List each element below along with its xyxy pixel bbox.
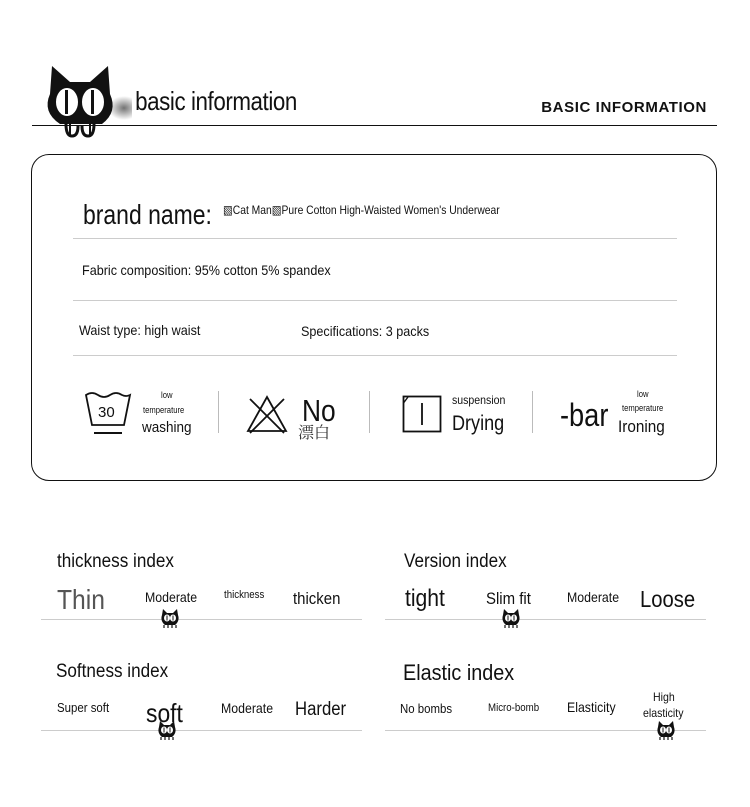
- cat-face-icon: [40, 64, 132, 140]
- bleach-care: [246, 389, 356, 441]
- elastic-option-micro-bomb: Micro-bomb: [488, 702, 540, 714]
- version-option-loose: Loose: [640, 586, 696, 612]
- elastic-option-elasticity: Elasticity: [567, 699, 616, 715]
- iron-care: [560, 389, 700, 441]
- cat-marker-icon: [156, 721, 178, 741]
- elastic-index-title: Elastic index: [403, 660, 515, 685]
- version-index-title: Version index: [404, 551, 507, 572]
- header-divider: [32, 125, 717, 126]
- thickness-option-thicken: thicken: [293, 589, 341, 608]
- softness-option-harder: Harder: [295, 699, 347, 720]
- bleach-sub: 漂白: [298, 425, 331, 442]
- basic-info-card: [31, 154, 717, 481]
- cat-marker-icon: [500, 609, 522, 629]
- thickness-option-thickness: thickness: [224, 589, 265, 601]
- elastic-option-high-elasticity: elasticity: [643, 706, 684, 720]
- thickness-index-title: thickness index: [57, 551, 174, 572]
- dry-care: [402, 393, 532, 441]
- info-divider: [73, 300, 677, 301]
- wash-temperature: 30: [98, 404, 115, 421]
- bleach-no: No: [302, 393, 336, 428]
- no-bleach-icon: [246, 395, 288, 435]
- softness-option-moderate: Moderate: [221, 700, 274, 716]
- specifications: Specifications: 3 packs: [301, 323, 430, 339]
- softness-option-soft: soft: [146, 698, 183, 728]
- softness-index-title: Softness index: [56, 661, 169, 682]
- page-title-english: BASIC INFORMATION: [541, 99, 707, 116]
- softness-option-super-soft: Super soft: [57, 700, 110, 715]
- fabric-composition: Fabric composition: 95% cotton 5% spandex: [82, 262, 331, 278]
- header-logo: [40, 64, 132, 140]
- iron-note-temperature: temperature: [622, 403, 664, 413]
- info-divider: [73, 238, 677, 239]
- thickness-scale-line: [41, 619, 362, 620]
- iron-label: Ironing: [618, 417, 665, 436]
- care-divider: [532, 391, 533, 433]
- cat-marker-icon: [655, 721, 677, 741]
- brand-value: ▧Cat Man▧Pure Cotton High-Waisted Women's Underwear: [223, 203, 500, 217]
- dry-note: suspension: [452, 393, 506, 407]
- iron-note-low: low: [637, 389, 649, 399]
- softness-scale-line: [41, 730, 362, 731]
- waist-type: Waist type: high waist: [79, 322, 201, 338]
- version-option-slim-fit: Slim fit: [486, 589, 531, 608]
- thickness-option-thin: Thin: [57, 584, 105, 615]
- brand-label: brand name:: [83, 199, 212, 230]
- version-scale-line: [385, 619, 706, 620]
- page-title: basic information: [135, 86, 297, 116]
- dry-label: Drying: [452, 412, 505, 435]
- elastic-option-high: High: [653, 690, 675, 704]
- wash-label: washing: [142, 419, 192, 436]
- version-option-tight: tight: [405, 585, 445, 612]
- drip-dry-icon: [402, 395, 442, 433]
- thickness-option-moderate: Moderate: [145, 589, 198, 605]
- care-divider: [369, 391, 370, 433]
- iron-bar: -bar: [560, 397, 609, 433]
- elastic-option-no-bombs: No bombs: [400, 701, 453, 716]
- version-option-moderate: Moderate: [567, 589, 620, 605]
- cat-marker-icon: [159, 609, 181, 629]
- info-divider: [73, 355, 677, 356]
- wash-note-low: low: [161, 390, 173, 400]
- wash-care: [84, 391, 204, 439]
- wash-note-temperature: temperature: [143, 405, 185, 415]
- care-divider: [218, 391, 219, 433]
